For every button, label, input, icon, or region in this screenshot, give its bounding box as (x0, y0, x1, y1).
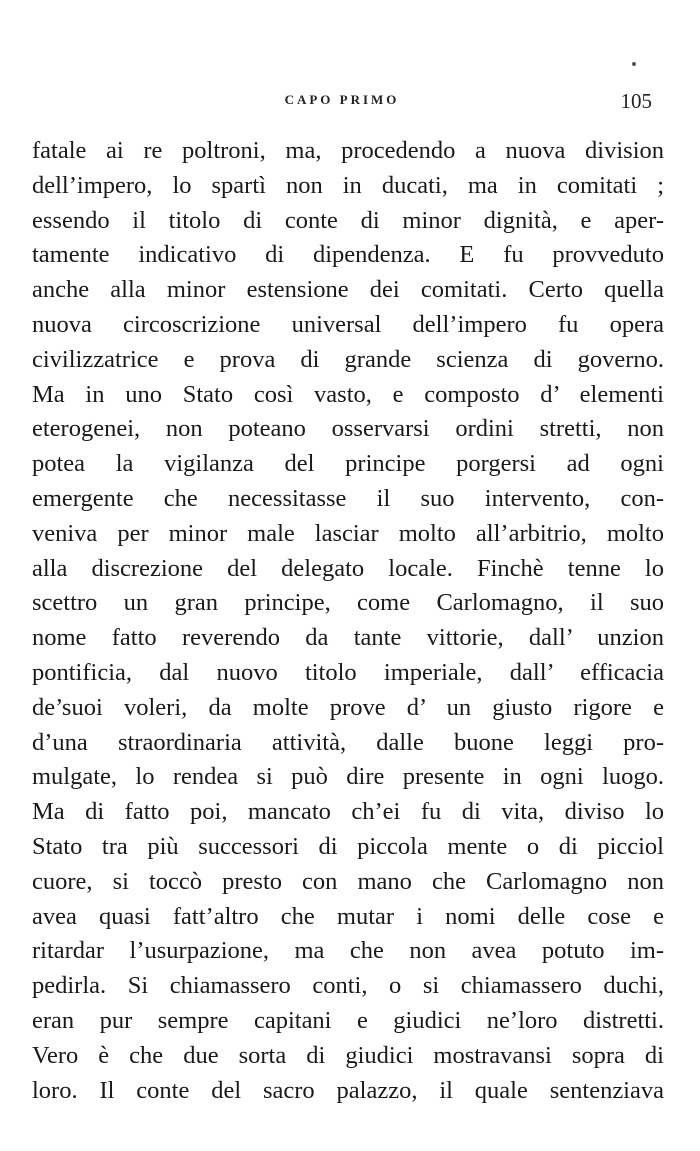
text-line: d’una straordinaria attività, dalle buone leggi pro- (32, 728, 664, 756)
text-line: Ma in uno Stato così vasto, e composto d’ elementi (32, 380, 664, 408)
page-number: 105 (620, 89, 652, 113)
text-line: tamente indicativo di dipendenza. E fu provveduto (32, 241, 664, 269)
running-head (32, 89, 652, 116)
text-line: eran pur sempre capitani e giudici ne’loro distretti. (32, 1006, 664, 1034)
text-line: veniva per minor male lasciar molto all’arbitrio, molto (32, 519, 664, 547)
text-line: avea quasi fatt’altro che mutar i nomi delle cose e (32, 902, 664, 930)
running-title: CAPO PRIMO (284, 92, 400, 107)
text-line: fatale ai re poltroni, ma, procedendo a nuova division (32, 137, 664, 164)
text-line: scettro un gran principe, come Carlomagno, il suo (32, 589, 664, 617)
text-line: de’suoi voleri, da molte prove d’ un giusto rigore e (32, 693, 664, 721)
text-line: ritardar l’usurpazione, ma che non avea potuto im- (32, 937, 664, 965)
text-line: potea la vigilanza del principe porgersi ad ogni (32, 450, 664, 478)
text-line: Vero è che due sorta di giudici mostravansi sopra di (32, 1041, 664, 1069)
text-line: cuore, si toccò presto con mano che Carlomagno non (32, 867, 664, 895)
text-line: emergente che necessitasse il suo intervento, con- (32, 484, 664, 512)
text-line: mulgate, lo rendea si può dire presente in ogni luogo. (32, 763, 664, 791)
text-line: anche alla minor estensione dei comitati. Certo quella (32, 276, 664, 304)
text-line: loro. Il conte del sacro palazzo, il quale sentenziava (32, 1076, 664, 1104)
text-line: civilizzatrice e prova di grande scienza di governo. (32, 345, 664, 373)
text-line: eterogenei, non poteano osservarsi ordini stretti, non (32, 415, 664, 443)
text-line: alla discrezione del delegato locale. Finchè tenne lo (32, 554, 664, 582)
text-line: dell’impero, lo spartì non in ducati, ma in comitati ; (32, 171, 664, 199)
text-line: pontificia, dal nuovo titolo imperiale, dall’ efficacia (32, 658, 664, 686)
body-text (32, 134, 664, 1108)
text-line: pedirla. Si chiamassero conti, o si chiamassero duchi, (32, 972, 664, 1000)
text-line: Stato tra più successori di piccola mente o di picciol (32, 832, 664, 860)
text-line: nome fatto reverendo da tante vittorie, dall’ unzion (32, 624, 664, 652)
text-line: nuova circoscrizione universal dell’impero fu opera (32, 310, 664, 338)
text-line: Ma di fatto poi, mancato ch’ei fu di vita, diviso lo (32, 798, 664, 826)
print-speck (632, 62, 636, 66)
text-line: essendo il titolo di conte di minor dignità, e aper- (32, 206, 664, 234)
